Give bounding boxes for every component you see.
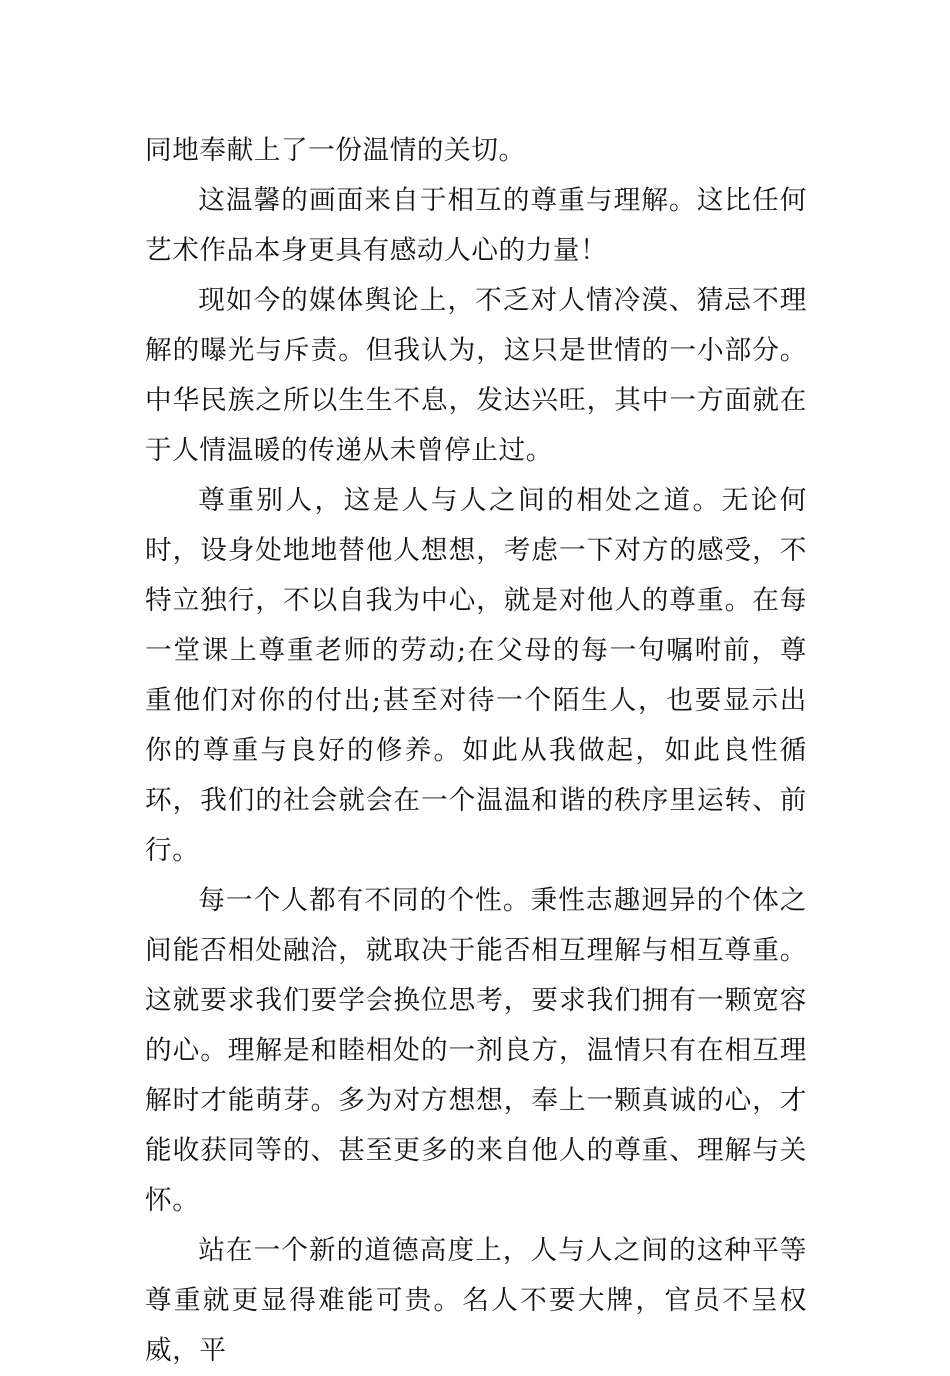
body-text	[145, 126, 807, 1376]
paragraph-2: 这温馨的画面来自于相互的尊重与理解。这比任何艺术作品本身更具有感动人心的力量！	[145, 185, 807, 266]
paragraph-4: 尊重别人，这是人与人之间的相处之道。无论何时，设身处地地替他人想想，考虑一下对方的感受，不特立独行，不以自我为中心，就是对他人的尊重。在每一堂课上尊重老师的劳动;在父母的每一句嘱咐前，尊重他们对你的付出;甚至对待一个陌生人，也要显示出你的尊重与良好的修养。如此从我做起，如此良性循环，我们的社会就会在一个温温和谐的秩序里运转、前行。	[145, 485, 807, 866]
paragraph-3: 现如今的媒体舆论上，不乏对人情冷漠、猜忌不理解的曝光与斥责。但我认为，这只是世情的一小部分。中华民族之所以生生不息，发达兴旺，其中一方面就在于人情温暖的传递从未曾停止过。	[145, 285, 807, 466]
paragraph-6: 站在一个新的道德高度上，人与人之间的这种平等尊重就更显得难能可贵。名人不要大牌，官员不呈权威，平	[145, 1235, 807, 1366]
paragraph-5: 每一个人都有不同的个性。秉性志趣迥异的个体之间能否相处融洽，就取决于能否相互理解与相互尊重。这就要求我们要学会换位思考，要求我们拥有一颗宽容的心。理解是和睦相处的一剂良方，温情只有在相互理解时才能萌芽。多为对方想想，奉上一颗真诚的心，才能收获同等的、甚至更多的来自他人的尊重、理解与关怀。	[145, 885, 807, 1216]
paragraph-1: 同地奉献上了一份温情的关切。	[145, 135, 526, 166]
